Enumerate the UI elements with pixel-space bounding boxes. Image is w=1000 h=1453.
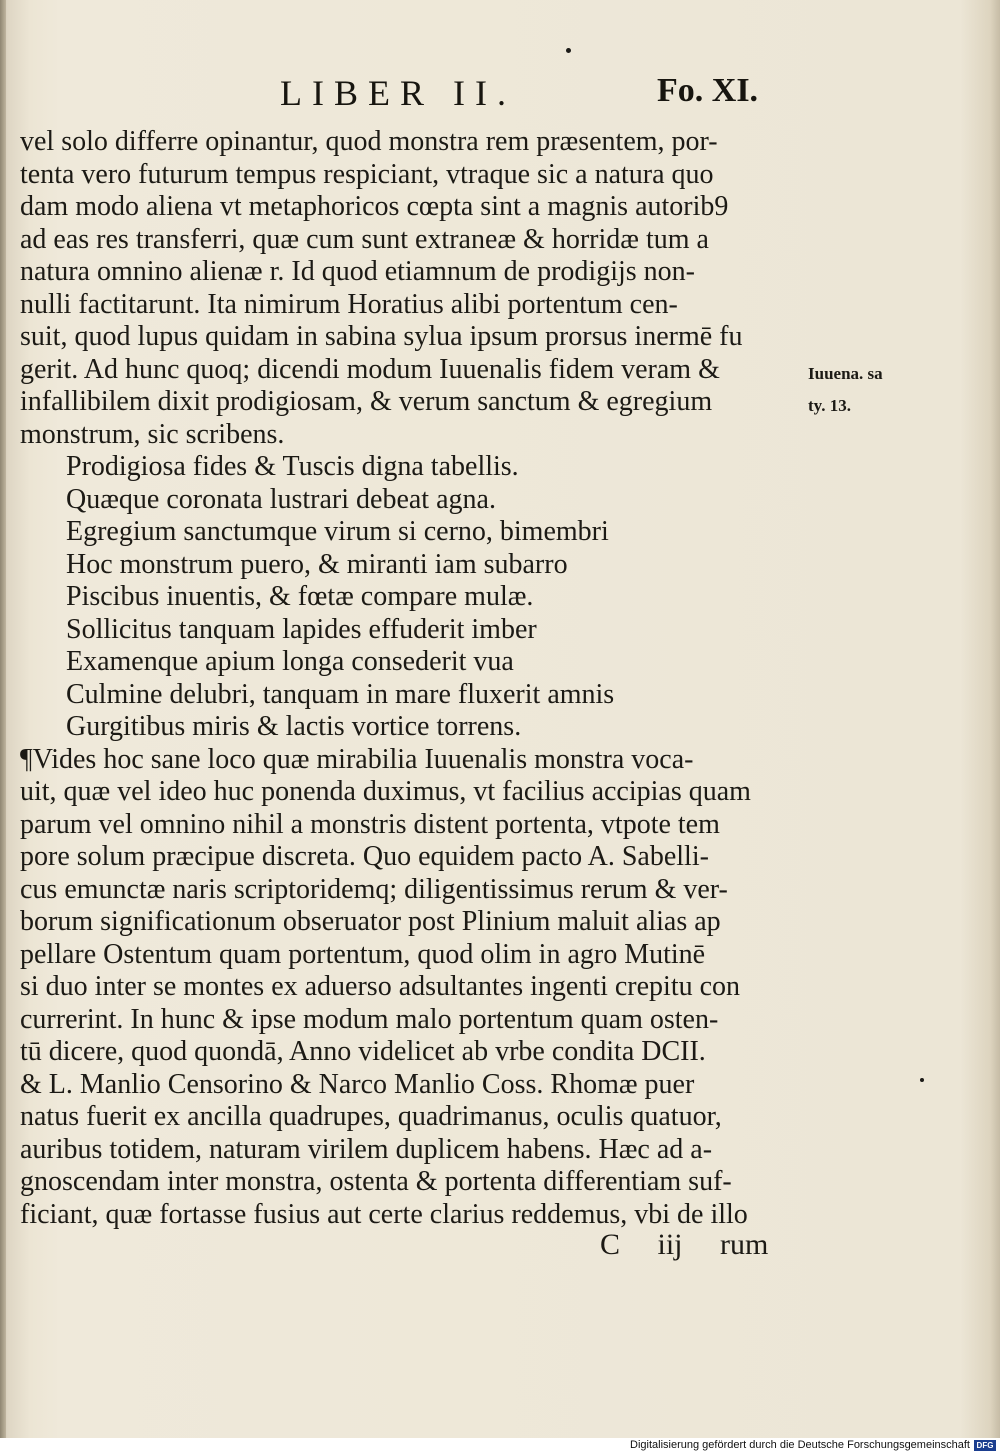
text-line: ad eas res transferri, quæ cum sunt extraneæ & horridæ tum a [20,223,709,255]
verse-line: Examenque apium longa consederit vua [66,646,514,677]
paragraph-line: borum significationum obseruator post Plinium maluit alias ap [20,906,721,937]
ink-speck [920,1078,924,1082]
signature-number: iij [657,1228,683,1261]
text-line: suit, quod lupus quidam in sabina sylua ipsum prorsus inermē fu [20,321,743,352]
text-line: infallibilem dixit prodigiosam, & verum sanctum & egregium [20,386,713,417]
marginal-note-line: Iuuena. sa [808,364,883,383]
marginal-note [808,358,918,422]
marginal-note-line: ty. 13. [808,396,851,415]
catchword: rum [720,1228,769,1261]
paragraph-line: auribus totidem, naturam virilem duplicem habens. Hæc ad a- [20,1133,713,1165]
text-line: monstrum, sic scribens. [20,418,285,450]
verse-line: Sollicitus tanquam lapides effuderit imber [66,613,537,645]
text-line: vel solo differre opinantur, quod monstra rem præsentem, por- [20,126,718,157]
paragraph-line: cus emunctæ naris scriptoridemq; diligentissimus rerum & ver- [20,873,728,905]
text-line: natura omnino alienæ r. Id quod etiamnum de prodigijs non- [20,256,695,287]
paragraph-line: ficiant, quæ fortasse fusius aut certe clarius reddemus, vbi de illo [20,1198,748,1230]
text-line: dam modo aliena vt metaphoricos cœpta sint a magnis autorib9 [20,191,729,222]
signature-letter: C [600,1228,621,1261]
verse-line: Prodigiosa fides & Tuscis digna tabellis. [66,451,519,482]
paragraph-line: gnoscendam inter monstra, ostenta & portenta differentiam suf- [20,1166,732,1197]
paragraph-line: ¶Vides hoc sane loco quæ mirabilia Iuuenalis monstra voca- [20,743,694,775]
verse-line: Quæque coronata lustrari debeat agna. [66,483,496,515]
verse-line: Piscibus inuentis, & fœtæ compare mulæ. [66,581,534,612]
ink-speck [566,48,571,53]
paragraph-line: natus fuerit ex ancilla quadrupes, quadrimanus, oculis quatuor, [20,1101,722,1132]
main-text [20,126,800,1231]
running-head: LIBER II. [280,73,516,113]
text-line: nulli factitarunt. Ita nimirum Horatius alibi portentum cen- [20,288,678,320]
page-edge [0,0,6,1440]
digitization-credit: Digitalisierung gefördert durch die Deutsche Forschungsgemeinschaft [630,1439,970,1451]
verse-line: Egregium sanctumque virum si cerno, bimembri [66,516,609,547]
verse-line: Gurgitibus miris & lactis vortice torrens. [66,711,522,742]
paragraph-line: tū dicere, quod quondā, Anno videlicet ab vrbe condita DCII. [20,1036,706,1067]
paragraph-line: currerint. In hunc & ipse modum malo portentum quam osten- [20,1003,719,1035]
text-line: tenta vero futurum tempus respiciant, vtraque sic a natura quo [20,158,714,190]
verse-line: Culmine delubri, tanquam in mare fluxerit amnis [66,678,615,710]
paragraph-line: & L. Manlio Censorino & Narco Manlio Coss. Rhomæ puer [20,1068,695,1100]
page-header [280,72,780,116]
dfg-logo: DFG [974,1440,996,1451]
paragraph-line: uit, quæ vel ideo huc ponenda duximus, vt facilius accipias quam [20,776,751,807]
footer-bar [0,1438,1000,1453]
paragraph-line: parum vel omnino nihil a monstris distent portenta, vtpote tem [20,808,720,840]
paragraph-line: si duo inter se montes ex aduerso adsultantes ingenti crepitu con [20,971,741,1002]
folio-number: Fo. XI. [657,72,759,109]
signature-catchword [600,1228,798,1262]
text-line: gerit. Ad hunc quoq; dicendi modum Iuuenalis fidem veram & [20,353,720,385]
paragraph-line: pore solum præcipue discreta. Quo equidem pacto A. Sabelli- [20,841,709,872]
paragraph-line: pellare Ostentum quam portentum, quod olim in agro Mutinē [20,938,706,970]
verse-line: Hoc monstrum puero, & miranti iam subarro [66,548,568,580]
